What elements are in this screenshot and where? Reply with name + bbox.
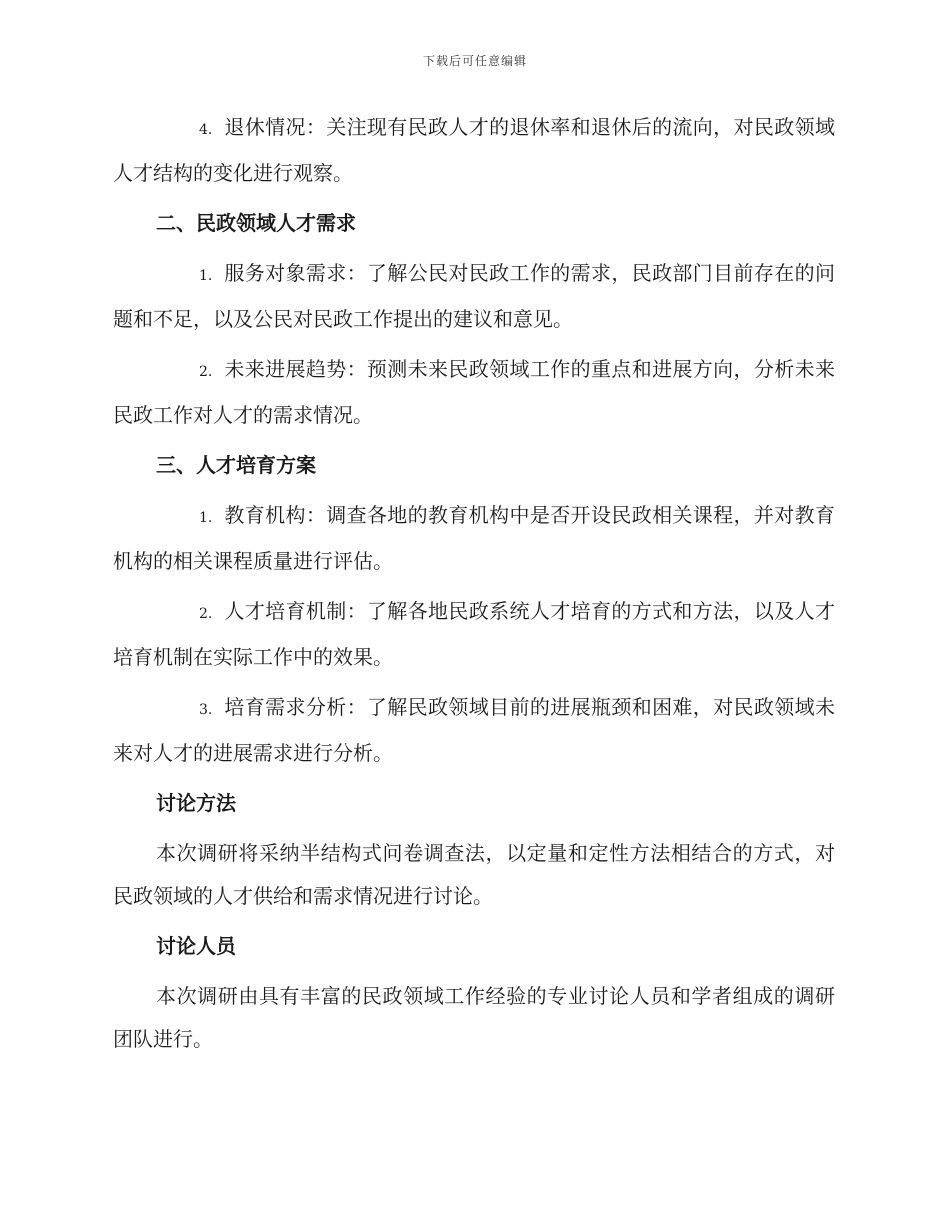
section-heading-talent-demand: 二、民政领域人才需求: [156, 211, 356, 235]
list-item-text: 未来进展趋势：预测未来民政领域工作的重点和进展方向，分析未来民政工作对人才的需求情况。: [113, 357, 835, 427]
list-number: 3.: [199, 702, 213, 718]
list-item-text: 人才培育机制：了解各地民政系统人才培育的方式和方法，以及人才培育机制在实际工作中的效果。: [113, 599, 835, 669]
list-item-text: 服务对象需求：了解公民对民政工作的需求，民政部门目前存在的问题和不足，以及公民对民政工作提出的建议和意见。: [113, 261, 835, 331]
paragraph-personnel: 本次调研由具有丰富的民政领域工作经验的专业讨论人员和学者组成的调研团队进行。: [113, 984, 835, 1051]
list-number: 4.: [199, 122, 213, 138]
paragraph-method: 本次调研将采纳半结构式问卷调查法，以定量和定性方法相结合的方式，对民政领域的人才供给和需求情况进行讨论。: [113, 841, 835, 908]
list-item-retirement: [113, 106, 835, 195]
list-item-service-demand: [113, 252, 835, 341]
list-number: 1.: [199, 510, 213, 526]
section-heading-training-plan: 三、人才培育方案: [156, 453, 316, 477]
section-heading-method: 讨论方法: [156, 791, 236, 815]
list-number: 2.: [199, 364, 213, 380]
document-body: [113, 106, 835, 1068]
list-item-education-institutions: [113, 494, 835, 583]
list-item-text: 退休情况：关注现有民政人才的退休率和退休后的流向，对民政领域人才结构的变化进行观察。: [113, 115, 835, 185]
list-item-training-needs: [113, 686, 835, 775]
list-number: 2.: [199, 606, 213, 622]
section-heading-personnel: 讨论人员: [156, 934, 236, 958]
list-item-training-mechanism: [113, 590, 835, 679]
list-item-future-trend: [113, 348, 835, 437]
page-header: 下载后可任意编辑: [422, 54, 527, 68]
list-item-text: 培育需求分析：了解民政领域目前的进展瓶颈和困难，对民政领域未来对人才的进展需求进行分析。: [113, 695, 835, 765]
list-number: 1.: [199, 268, 213, 284]
list-item-text: 教育机构：调查各地的教育机构中是否开设民政相关课程，并对教育机构的相关课程质量进行评估。: [113, 503, 835, 573]
